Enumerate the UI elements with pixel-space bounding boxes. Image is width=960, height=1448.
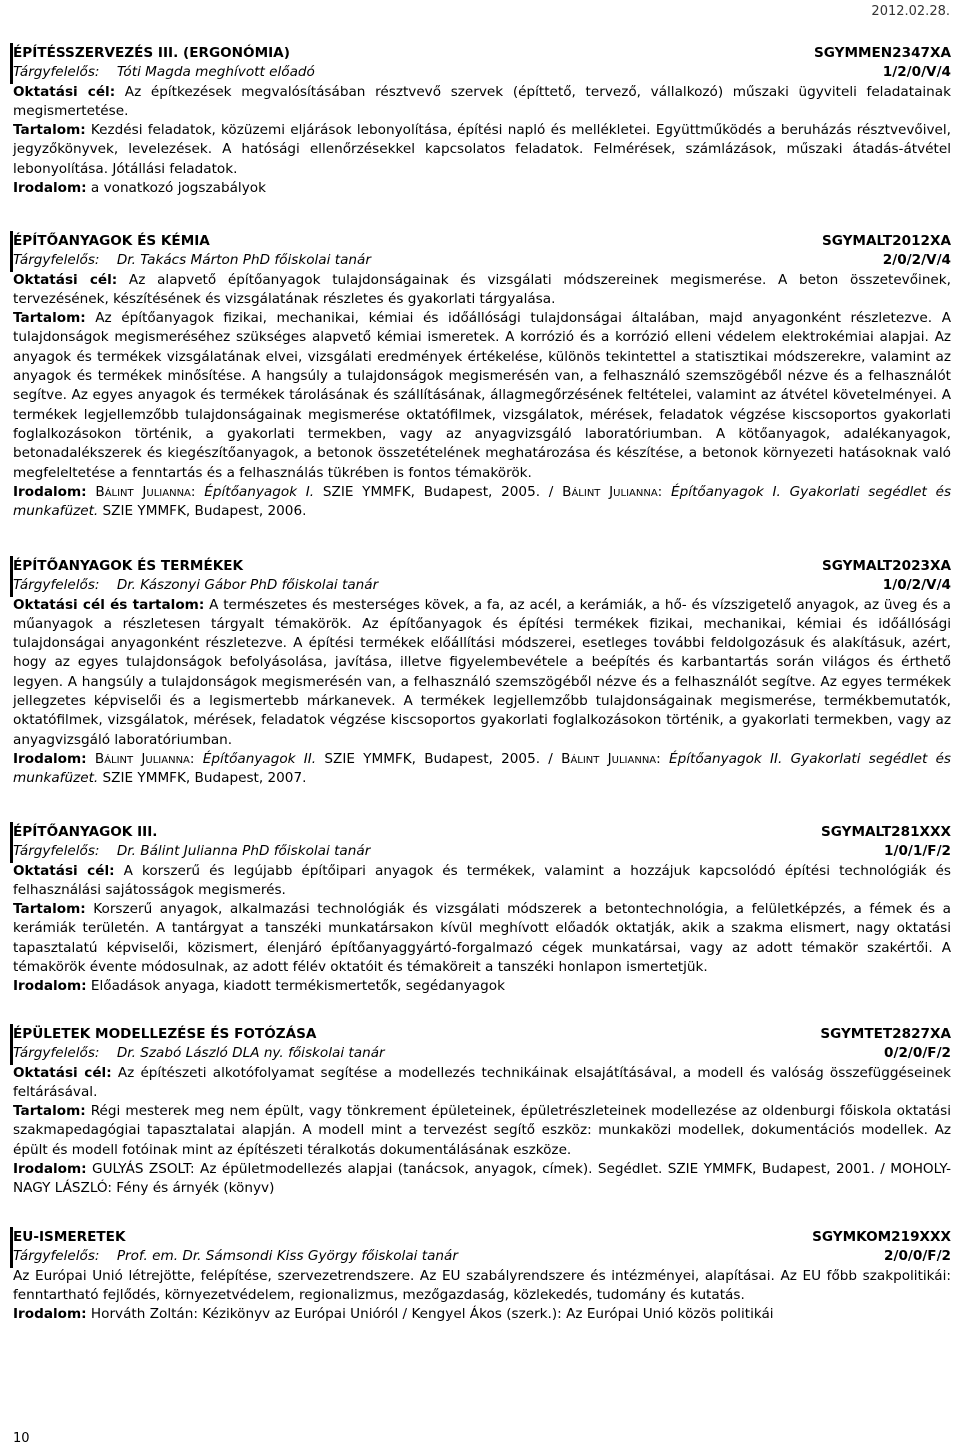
literature-text: Horváth Zoltán: Kézikönyv az Európai Unióról / Kengyel Ákos (szerk.): Az Európai Unió közös politikái	[86, 1306, 774, 1323]
literature-separator: :	[656, 750, 669, 767]
literature-publisher: SZIE YMMFK, Budapest, 2006.	[98, 503, 307, 520]
course-title: ÉPÜLETEK MODELLEZÉSE ÉS FOTÓZÁSA	[13, 1026, 317, 1042]
course-description	[13, 1267, 951, 1306]
course-literature	[13, 1305, 951, 1324]
course-title-row	[13, 823, 951, 842]
course-title: EU-ISMERETEK	[13, 1229, 126, 1245]
course-literature	[13, 1160, 951, 1199]
course-numbers: 2/0/2/V/4	[882, 252, 951, 269]
course-code: SGYMKOM219XXX	[812, 1229, 951, 1245]
objective-label: Oktatási cél:	[13, 83, 116, 100]
objective-text: A természetes és mesterséges kövek, a fa, az acél, a kerámiák, a hő- és vízszigetelő anyagok, az üveg és a műanyagok a részletesen tárgyalt témakörök. Az építőanyagok és építési termékek fizikai, mechanikai, kémiai és időállósági tulajdonságai anyagonként részletezve. A építési termékek előállítási módszerei, esetleges további feldolgozásuk és alakításuk, azért, hogy az egyes tulajdonságok befolyásolása, javítása, illetve figyelembevétele a beépítés és karbantartás során világos és érthető legyen. A hangsúly a tulajdonságok megismerésén van, a felhasználó szemszögéből nézve és a felhasználót segítve. Az egyes termékek jellegzetes képviselői és a legismertebb márkanevek. A termékek legjellemzőbb tulajdonságainak megismerése, termékbemutatók, oktatófilmek, vizsgálatok, mérések, feladatok végzése kiscsoportos gyakorlati foglalkozásokon történik, a gyakorlati termekben, vagy az anyagvizsgáló laboratóriumban.	[13, 596, 951, 748]
course-title-row	[13, 1228, 951, 1247]
course-objective-content	[13, 596, 951, 750]
objective-text: A korszerű és legújabb építőipari anyagok és termékek, valamint a hozzájuk kapcsolódó építési technológiák és felhasználási sajátosságok megismerés.	[13, 862, 951, 898]
course-responsible-row	[13, 576, 951, 595]
literature-label: Irodalom:	[13, 1161, 87, 1178]
course-code: SGYMMEN2347XA	[813, 45, 951, 61]
responsible-label: Tárgyfelelős:	[13, 64, 100, 81]
objective-text: Az alapvető építőanyagok tulajdonságainak és vizsgálati módszereinek megismerése. A beton összetevőinek, tervezésének, készítésének és vizsgálatának részletes és gyakorlati tárgyalása.	[13, 271, 951, 307]
course-title: ÉPÍTŐANYAGOK ÉS TERMÉKEK	[13, 558, 244, 574]
responsible-label: Tárgyfelelős:	[13, 1248, 100, 1265]
course-section-epitesszervezes	[13, 44, 951, 198]
literature-title: Építőanyagok II.	[202, 750, 317, 767]
content-label: Tartalom:	[13, 901, 86, 918]
course-code: SGYMALT281XXX	[820, 824, 951, 840]
course-numbers: 1/0/1/F/2	[884, 843, 951, 860]
objective-text: Az építkezések megvalósításában résztvevő szervek (építtető, tervező, vállalkozó) műszaki ügyviteli feladatainak megismertetése.	[13, 83, 952, 119]
responsible-name: Dr. Szabó László DLA ny. főiskolai tanár	[116, 1045, 385, 1062]
content-text: Az építőanyagok fizikai, mechanikai, kémiai és időállósági tulajdonságai általában, majd anyagonként részletezve. A tulajdonságok megismeréséhez szükséges alapvető kémiai ismeretek. A korrózió és a korrózió elleni védelem elektrokémiai alapjai. Az anyagok és termékek vizsgálatának elvei, vizsgálati eredmények értékelése, különös tekintettel a statisztikai módszerekre, valamint az anyagok és termékek minősítése. A hangsúly a tulajdonságok megismerésén van, a felhasználó szemszögéből nézve és a felhasználót segítve. Az egyes anyagok és termékek tárolásának és szállításának, állagmegőrzésének feltételei, valamint az átvétel követelményei. A termékek legjellemzőbb tulajdonságainak megismerése oktatófilmek, vizsgálatok, mérések, feladatok végzése kiscsoportos gyakorlati foglalkozásokon történik, a gyakorlati termekben, vagy az anyagvizsgáló laboratóriumban. A kötőanyagok, adalékanyagok, betonadalékszerek és kiegészítőanyagok, a betonok összetételének meghatározása és készítése, a betonok környezeti hatásoknak való megfeleltetése a fenntartás és a felhasználás tükrében is fontos témakörök.	[13, 310, 951, 481]
literature-label: Irodalom:	[13, 750, 87, 767]
literature-separator: :	[657, 483, 672, 500]
responsible-name: Prof. em. Dr. Sámsondi Kiss György főiskolai tanár	[116, 1248, 458, 1265]
literature-label: Irodalom:	[13, 978, 87, 995]
course-code: SGYMALT2012XA	[821, 233, 951, 249]
objective-label: Oktatási cél és tartalom:	[13, 596, 205, 613]
objective-label: Oktatási cél:	[13, 271, 118, 288]
course-literature	[13, 750, 951, 789]
literature-text: Előadások anyaga, kiadott termékismertetők, segédanyagok	[86, 978, 505, 995]
course-responsible-row	[13, 63, 951, 82]
course-responsible-row	[13, 1044, 951, 1063]
course-literature	[13, 977, 951, 996]
course-section-eu-ismeretek	[13, 1228, 951, 1324]
course-code: SGYMTET2827XA	[820, 1026, 951, 1042]
responsible-label: Tárgyfelelős:	[13, 843, 100, 860]
objective-label: Oktatási cél:	[13, 1064, 112, 1081]
content-label: Tartalom:	[13, 122, 86, 139]
responsible-label: Tárgyfelelős:	[13, 1045, 100, 1062]
course-section-epitoanyagok-iii	[13, 823, 951, 997]
literature-text: GULYÁS ZSOLT: Az épületmodellezés alapjai (tanácsok, anyagok, címek). Segédlet. SZIE YMMFK, Budapest, 2001. / MOHOLY-NAGY LÁSZLÓ: Fény és árnyék (könyv)	[13, 1161, 951, 1197]
course-title-row	[13, 1025, 951, 1044]
course-title: ÉPÍTŐANYAGOK III.	[13, 824, 158, 840]
course-content	[13, 121, 951, 179]
literature-title: Építőanyagok I. Gyakorlati segédlet és munkafüzet.	[13, 483, 952, 520]
course-numbers: 0/2/0/F/2	[884, 1045, 951, 1062]
literature-label: Irodalom:	[13, 180, 87, 197]
course-objective	[13, 271, 951, 310]
literature-author: Bálint Julianna	[95, 483, 191, 500]
course-content	[13, 900, 951, 977]
course-responsible-row	[13, 842, 951, 861]
course-section-epitoanyagok-es-termekek	[13, 557, 951, 789]
course-code: SGYMALT2023XA	[821, 558, 951, 574]
literature-author: Bálint Julianna	[561, 750, 657, 767]
literature-publisher: SZIE YMMFK, Budapest, 2005. /	[314, 483, 563, 500]
objective-label: Oktatási cél:	[13, 862, 115, 879]
content-text: Régi mesterek meg nem épült, vagy tönkrement épületeinek, épületrészleteinek modellezése az oldenburgi főiskola oktatási szakmapedagógiai tapasztalatai alapján. A modell mint a tervezést segítő eszköz: munkaközi modellek, dokumentációs modellek. Az épült és modell fotóinak mint az építészeti téralkotás dokumentálásának eszköze.	[13, 1103, 951, 1158]
content-label: Tartalom:	[13, 310, 86, 327]
course-content	[13, 1102, 951, 1160]
course-responsible-row	[13, 1247, 951, 1266]
course-numbers: 1/2/0/V/4	[882, 64, 951, 81]
header-date: 2012.02.28.	[871, 4, 950, 19]
content-text: Kezdési feladatok, közüzemi eljárások lebonyolítása, építési napló és mellékletei. Együttműködés a beruházás résztvevőivel, jegyzőkönyvek, levelezések. A hatósági ellenőrzésekkel kapcsolatos feladatok. Felmérések, számlázások, műszaki átadás-átvétel lebonyolítása. Jótállási feladatok.	[13, 122, 951, 177]
responsible-name: Tóti Magda meghívott előadó	[116, 64, 315, 81]
responsible-label: Tárgyfelelős:	[13, 577, 100, 594]
course-numbers: 2/0/0/F/2	[884, 1248, 951, 1265]
responsible-name: Dr. Bálint Julianna PhD főiskolai tanár	[116, 843, 371, 860]
responsible-name: Dr. Kászonyi Gábor PhD főiskolai tanár	[116, 577, 379, 594]
course-objective	[13, 1064, 951, 1103]
course-literature	[13, 179, 951, 198]
course-title: ÉPÍTÉSSZERVEZÉS III. (ERGONÓMIA)	[13, 45, 290, 61]
literature-title: Építőanyagok I.	[204, 483, 315, 500]
description-text: Az Európai Unió létrejötte, felépítése, szervezetrendszere. Az EU szabályrendszere és intézményei, alapításai. Az EU főbb szakpolitikái: fenntartható fejlődés, környezetvédelem, regionalizmus, mezőgazdaság, közlekedés, tudomány és kutatás.	[13, 1267, 951, 1303]
course-section-epitoanyagok-es-kemia	[13, 232, 951, 521]
literature-separator: :	[190, 483, 205, 500]
objective-text: Az építészeti alkotófolyamat segítése a modellezés technikáinak elsajátításával, a modell és valóság összefüggéseinek feltárásával.	[13, 1064, 951, 1100]
course-title-row	[13, 44, 951, 63]
course-responsible-row	[13, 251, 951, 270]
literature-publisher: SZIE YMMFK, Budapest, 2005. /	[316, 750, 562, 767]
literature-publisher: SZIE YMMFK, Budapest, 2007.	[98, 770, 307, 787]
content-label: Tartalom:	[13, 1103, 86, 1120]
course-objective	[13, 862, 951, 901]
responsible-label: Tárgyfelelős:	[13, 252, 100, 269]
course-title: ÉPÍTŐANYAGOK ÉS KÉMIA	[13, 233, 210, 249]
literature-separator: :	[189, 750, 203, 767]
course-numbers: 1/0/2/V/4	[882, 577, 951, 594]
content-text: Korszerű anyagok, alkalmazási technológiák és vizsgálati módszerek a betontechnológia, a felületképzés, a fémek és a kerámiák területén. A tantárgyat a tanszéki munkatársakon kívül meghívott előadók oktatják, akik a szakma elismert, nagy oktatási tapasztalatú képviselői, közismert, élenjáró építőanyaggyártó-forgalmazó cégek munkatársai, vagy az adott témakör szakértői. A témakörök évente módosulnak, az adott félév oktatóit és témaköreit a tanszéki honlapon ismertetjük.	[13, 901, 951, 976]
literature-title: Építőanyagok II. Gyakorlati segédlet és munkafüzet.	[13, 750, 952, 787]
literature-author: Bálint Julianna	[94, 750, 190, 767]
course-title-row	[13, 557, 951, 576]
page-number: 10	[13, 1431, 30, 1446]
course-title-row	[13, 232, 951, 251]
responsible-name: Dr. Takács Márton PhD főiskolai tanár	[116, 252, 371, 269]
literature-label: Irodalom:	[13, 1306, 87, 1323]
course-objective	[13, 83, 951, 122]
literature-label: Irodalom:	[13, 483, 87, 500]
course-section-epuletek-modellezese	[13, 1025, 951, 1199]
course-literature	[13, 483, 951, 522]
course-content	[13, 309, 951, 483]
literature-author: Bálint Julianna	[562, 483, 658, 500]
literature-text: a vonatkozó jogszabályok	[86, 180, 266, 197]
